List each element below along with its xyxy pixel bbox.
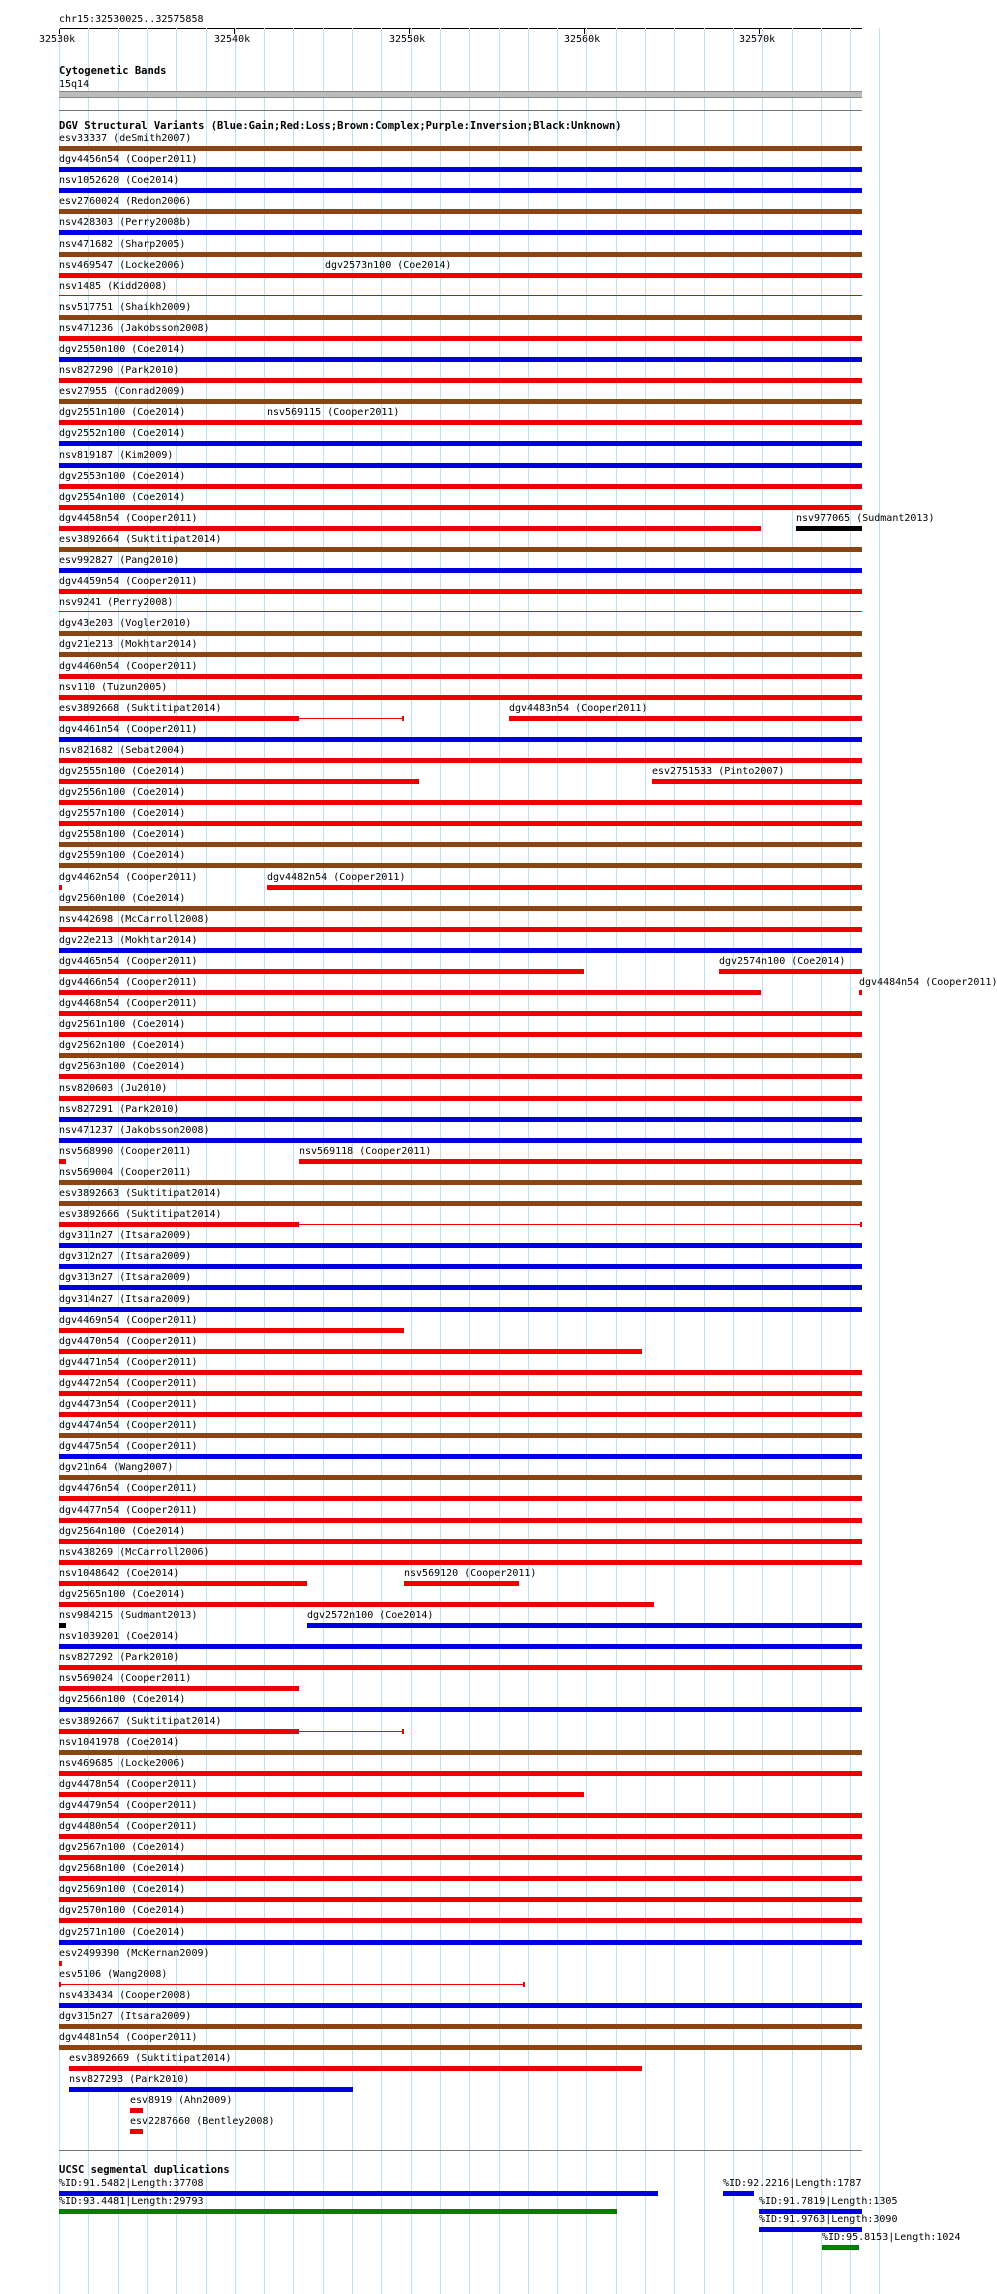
dgv-feature-label[interactable]: dgv4479n54 (Cooper2011): [59, 1799, 198, 1811]
dgv-feature-label[interactable]: dgv2570n100 (Coe2014): [59, 1905, 186, 1917]
dgv-feature-bar[interactable]: [59, 526, 761, 531]
dgv-feature-label[interactable]: esv992827 (Pang2010): [59, 555, 180, 566]
dgv-feature-label[interactable]: nsv821682 (Sebat2004): [59, 744, 186, 756]
segdup-feature-bar[interactable]: [822, 2245, 859, 2250]
dgv-feature-bar[interactable]: [69, 2087, 353, 2092]
dgv-feature-bar[interactable]: [59, 1961, 62, 1966]
dgv-feature-label[interactable]: dgv2564n100 (Coe2014): [59, 1525, 186, 1537]
dgv-feature-label[interactable]: esv2499390 (McKernan2009): [59, 1947, 210, 1959]
dgv-feature-label[interactable]: dgv21n64 (Wang2007): [59, 1462, 174, 1474]
dgv-feature-label[interactable]: dgv2567n100 (Coe2014): [59, 1842, 186, 1854]
dgv-feature-bar[interactable]: [59, 1876, 862, 1881]
dgv-feature-bar[interactable]: [59, 1264, 862, 1269]
dgv-feature-bar[interactable]: [59, 1307, 862, 1312]
dgv-feature-bar[interactable]: [59, 758, 862, 763]
dgv-feature-link: [61, 1984, 525, 1985]
dgv-feature-bar[interactable]: [59, 1813, 862, 1818]
dgv-feature-label[interactable]: dgv4460n54 (Cooper2011): [59, 660, 198, 672]
dgv-feature-label[interactable]: nsv1052620 (Coe2014): [59, 175, 180, 187]
dgv-feature-bar[interactable]: [325, 273, 862, 278]
dgv-feature-label[interactable]: nsv827292 (Park2010): [59, 1652, 180, 1664]
dgv-feature-bar[interactable]: [307, 1623, 862, 1628]
dgv-feature-bar[interactable]: [59, 1032, 862, 1037]
dgv-feature-label[interactable]: esv2287660 (Bentley2008): [130, 2116, 275, 2128]
dgv-feature-bar[interactable]: [59, 611, 862, 612]
dgv-feature-bar[interactable]: [59, 357, 862, 362]
dgv-feature-label[interactable]: nsv9241 (Perry2008): [59, 597, 174, 609]
dgv-feature-label[interactable]: dgv4459n54 (Cooper2011): [59, 576, 198, 588]
dgv-feature-label[interactable]: dgv2555n100 (Coe2014): [59, 766, 186, 777]
dgv-feature-bar[interactable]: [59, 336, 862, 341]
dgv-feature-label[interactable]: esv2760024 (Redon2006): [59, 196, 192, 208]
dgv-feature-label[interactable]: dgv4480n54 (Cooper2011): [59, 1821, 198, 1832]
dgv-feature-bar[interactable]: [59, 1518, 862, 1523]
track-separator: [59, 110, 862, 111]
dgv-feature-label[interactable]: dgv315n27 (Itsara2009): [59, 2010, 192, 2022]
dgv-feature-label[interactable]: nsv827291 (Park2010): [59, 1103, 180, 1115]
dgv-feature-bar[interactable]: [59, 1412, 862, 1417]
dgv-feature-label[interactable]: nsv433434 (Cooper2008): [59, 1989, 192, 2001]
dgv-feature-bar[interactable]: [59, 146, 862, 151]
dgv-feature-label[interactable]: dgv4469n54 (Cooper2011): [59, 1314, 198, 1326]
dgv-feature-label[interactable]: dgv4471n54 (Cooper2011): [59, 1356, 198, 1368]
dgv-feature-bar[interactable]: [130, 2129, 143, 2134]
dgv-feature-label[interactable]: dgv2566n100 (Coe2014): [59, 1694, 186, 1706]
dgv-feature-bar[interactable]: [59, 885, 62, 890]
dgv-feature-label[interactable]: dgv4468n54 (Cooper2011): [59, 998, 198, 1010]
dgv-feature-bar[interactable]: [59, 463, 862, 468]
dgv-feature-bar[interactable]: [69, 2066, 642, 2071]
dgv-feature-bar[interactable]: [404, 1581, 519, 1586]
segdup-feature-label[interactable]: %ID:91.5482|Length:37708: [59, 2178, 204, 2189]
dgv-feature-label[interactable]: dgv2559n100 (Coe2014): [59, 850, 186, 862]
dgv-feature-label[interactable]: dgv4470n54 (Cooper2011): [59, 1335, 198, 1347]
dgv-feature-link: [299, 718, 404, 719]
dgv-feature-bar[interactable]: [59, 1729, 299, 1734]
dgv-feature-label[interactable]: nsv1039201 (Coe2014): [59, 1631, 180, 1643]
dgv-feature-bar[interactable]: [59, 505, 862, 510]
dgv-feature-bar[interactable]: [59, 1623, 66, 1628]
dgv-feature-bar[interactable]: [59, 1138, 862, 1143]
dgv-feature-bar[interactable]: [59, 1159, 66, 1164]
dgv-feature-label[interactable]: nsv1048642 (Coe2014): [59, 1567, 180, 1579]
dgv-feature-bar[interactable]: [59, 821, 862, 826]
dgv-feature-label[interactable]: dgv2568n100 (Coe2014): [59, 1863, 186, 1875]
dgv-feature-label[interactable]: dgv311n27 (Itsara2009): [59, 1230, 192, 1242]
dgv-feature-label[interactable]: dgv4477n54 (Cooper2011): [59, 1504, 198, 1516]
dgv-feature-bar[interactable]: [59, 1180, 862, 1185]
dgv-feature-bar[interactable]: [59, 1539, 862, 1544]
dgv-feature-bar[interactable]: [859, 990, 862, 995]
dgv-feature-bar[interactable]: [59, 484, 862, 489]
dgv-feature-bar[interactable]: [59, 252, 862, 257]
dgv-feature-bar[interactable]: [59, 906, 862, 911]
dgv-feature-label[interactable]: nsv469685 (Locke2006): [59, 1757, 186, 1769]
dgv-feature-label[interactable]: dgv4481n54 (Cooper2011): [59, 2032, 198, 2043]
dgv-feature-label[interactable]: dgv21e213 (Mokhtar2014): [59, 639, 198, 651]
dgv-feature-link: [299, 1224, 862, 1225]
ruler: [59, 28, 862, 29]
dgv-feature-label[interactable]: esv3892663 (Suktitipat2014): [59, 1188, 222, 1199]
segdup-feature-label[interactable]: %ID:91.7819|Length:1305: [759, 2196, 898, 2207]
dgv-feature-bar[interactable]: [59, 779, 419, 784]
dgv-feature-cap: [860, 1222, 862, 1227]
dgv-feature-bar[interactable]: [59, 1328, 404, 1333]
tick-label: 32540k: [214, 34, 251, 45]
dgv-feature-label[interactable]: dgv2562n100 (Coe2014): [59, 1040, 186, 1052]
dgv-feature-label[interactable]: nsv819187 (Kim2009): [59, 449, 174, 461]
dgv-feature-label[interactable]: nsv569004 (Cooper2011): [59, 1166, 192, 1178]
dgv-feature-label[interactable]: esv3892666 (Suktitipat2014): [59, 1209, 222, 1221]
dgv-feature-bar[interactable]: [130, 2108, 143, 2113]
dgv-feature-bar[interactable]: [59, 589, 862, 594]
dgv-feature-label[interactable]: dgv2574n100 (Coe2014): [719, 955, 846, 967]
dgv-feature-bar[interactable]: [59, 1391, 862, 1396]
tick-label: 32530k: [39, 34, 76, 45]
dgv-feature-link: [299, 1731, 404, 1732]
dgv-feature-bar[interactable]: [267, 885, 862, 890]
dgv-feature-label[interactable]: nsv977065 (Sudmant2013): [796, 512, 935, 524]
dgv-feature-bar[interactable]: [59, 1707, 862, 1712]
dgv-feature-label[interactable]: dgv2565n100 (Coe2014): [59, 1588, 186, 1600]
dgv-feature-label[interactable]: dgv2571n100 (Coe2014): [59, 1926, 186, 1938]
dgv-feature-label[interactable]: esv5106 (Wang2008): [59, 1968, 168, 1980]
dgv-feature-label[interactable]: dgv313n27 (Itsara2009): [59, 1272, 192, 1284]
dgv-feature-label[interactable]: nsv442698 (McCarroll2008): [59, 913, 210, 925]
dgv-feature-bar[interactable]: [59, 695, 862, 700]
dgv-feature-label[interactable]: esv3892669 (Suktitipat2014): [69, 2053, 232, 2065]
dgv-feature-label[interactable]: nsv471682 (Sharp2005): [59, 238, 186, 250]
dgv-feature-label[interactable]: dgv2561n100 (Coe2014): [59, 1019, 186, 1031]
dgv-feature-bar[interactable]: [59, 1243, 862, 1248]
dgv-feature-label[interactable]: nsv569115 (Cooper2011): [267, 407, 400, 419]
dgv-feature-bar[interactable]: [59, 2045, 862, 2050]
dgv-feature-label[interactable]: dgv2569n100 (Coe2014): [59, 1884, 186, 1896]
dgv-feature-label[interactable]: dgv4484n54 (Cooper2011): [859, 977, 997, 988]
dgv-feature-bar[interactable]: [59, 1665, 862, 1670]
dgv-feature-label[interactable]: esv3892667 (Suktitipat2014): [59, 1715, 222, 1727]
dgv-feature-bar[interactable]: [59, 674, 862, 679]
dgv-feature-label[interactable]: nsv110 (Tuzun2005): [59, 681, 168, 693]
segdup-track-title: UCSC segmental duplications: [59, 2164, 230, 2176]
cytoband-track-title: Cytogenetic Bands: [59, 65, 167, 77]
dgv-feature-label[interactable]: nsv471237 (Jakobsson2008): [59, 1124, 210, 1136]
dgv-feature-label[interactable]: dgv2553n100 (Coe2014): [59, 470, 186, 482]
dgv-feature-bar[interactable]: [59, 315, 862, 320]
dgv-feature-bar[interactable]: [509, 716, 862, 721]
segdup-feature-bar[interactable]: [723, 2191, 754, 2196]
dgv-feature-label[interactable]: esv2751533 (Pinto2007): [652, 766, 785, 777]
dgv-feature-bar[interactable]: [59, 167, 862, 172]
dgv-feature-bar[interactable]: [59, 1074, 862, 1079]
dgv-feature-label[interactable]: dgv2551n100 (Coe2014): [59, 407, 186, 419]
dgv-feature-bar[interactable]: [59, 948, 862, 953]
segdup-feature-label[interactable]: %ID:91.9763|Length:3090: [759, 2214, 898, 2225]
dgv-feature-bar[interactable]: [59, 547, 862, 552]
dgv-feature-label[interactable]: nsv569120 (Cooper2011): [404, 1567, 537, 1579]
dgv-feature-label[interactable]: dgv4473n54 (Cooper2011): [59, 1399, 198, 1410]
dgv-feature-label[interactable]: dgv4465n54 (Cooper2011): [59, 955, 198, 967]
dgv-feature-bar[interactable]: [59, 1940, 862, 1945]
dgv-feature-bar[interactable]: [59, 1834, 862, 1839]
dgv-feature-label[interactable]: dgv2573n100 (Coe2014): [325, 259, 452, 271]
dgv-feature-label[interactable]: dgv2552n100 (Coe2014): [59, 428, 186, 440]
dgv-feature-label[interactable]: esv33337 (deSmith2007): [59, 133, 192, 144]
dgv-feature-bar[interactable]: [59, 969, 584, 974]
dgv-feature-bar[interactable]: [59, 1771, 862, 1776]
dgv-feature-bar[interactable]: [59, 842, 862, 847]
dgv-feature-bar[interactable]: [59, 1475, 862, 1480]
dgv-feature-label[interactable]: nsv820603 (Ju2010): [59, 1082, 168, 1094]
dgv-track-title: DGV Structural Variants (Blue:Gain;Red:Loss;Brown:Complex;Purple:Inversion;Black:Unknown): [59, 120, 622, 132]
dgv-feature-bar[interactable]: [59, 399, 862, 404]
dgv-feature-bar[interactable]: [59, 1897, 862, 1902]
dgv-feature-label[interactable]: esv27955 (Conrad2009): [59, 386, 186, 398]
dgv-feature-label[interactable]: nsv1041978 (Coe2014): [59, 1736, 180, 1748]
dgv-feature-bar[interactable]: [299, 1159, 862, 1164]
dgv-feature-label[interactable]: dgv4462n54 (Cooper2011): [59, 871, 198, 883]
dgv-feature-label[interactable]: dgv2554n100 (Coe2014): [59, 491, 186, 503]
dgv-feature-label[interactable]: nsv1485 (Kidd2008): [59, 280, 168, 292]
dgv-feature-bar[interactable]: [59, 1792, 584, 1797]
dgv-feature-label[interactable]: nsv569118 (Cooper2011): [299, 1145, 432, 1157]
dgv-feature-bar[interactable]: [59, 2003, 862, 2008]
dgv-feature-label[interactable]: nsv517751 (Shaikh2009): [59, 301, 192, 313]
dgv-feature-bar[interactable]: [59, 230, 862, 235]
grid-line: [264, 28, 265, 2294]
dgv-feature-bar[interactable]: [59, 1201, 862, 1206]
grid-line: [235, 28, 236, 2294]
tick-label: 32570k: [739, 34, 776, 45]
dgv-feature-label[interactable]: esv8919 (Ahn2009): [130, 2095, 233, 2107]
dgv-feature-bar[interactable]: [59, 863, 862, 868]
dgv-feature-label[interactable]: esv3892664 (Suktitipat2014): [59, 533, 222, 545]
dgv-feature-bar[interactable]: [267, 420, 862, 425]
dgv-feature-label[interactable]: dgv2558n100 (Coe2014): [59, 829, 186, 841]
dgv-feature-bar[interactable]: [59, 1855, 862, 1860]
dgv-feature-bar[interactable]: [59, 1686, 299, 1691]
grid-line: [293, 28, 294, 2294]
cytoband-label[interactable]: 15q14: [59, 79, 90, 90]
dgv-feature-label[interactable]: nsv569024 (Cooper2011): [59, 1673, 192, 1685]
dgv-feature-bar[interactable]: [59, 927, 862, 932]
grid-line: [879, 28, 880, 2294]
dgv-feature-bar[interactable]: [59, 1011, 862, 1016]
dgv-feature-label[interactable]: nsv469547 (Locke2006): [59, 259, 186, 271]
dgv-feature-label[interactable]: dgv43e203 (Vogler2010): [59, 618, 192, 630]
dgv-feature-label[interactable]: dgv312n27 (Itsara2009): [59, 1251, 192, 1263]
dgv-feature-label[interactable]: nsv438269 (McCarroll2006): [59, 1546, 210, 1558]
dgv-feature-label[interactable]: dgv22e213 (Mokhtar2014): [59, 934, 198, 946]
dgv-feature-label[interactable]: dgv4482n54 (Cooper2011): [267, 871, 406, 883]
dgv-feature-bar[interactable]: [59, 1433, 862, 1438]
dgv-feature-bar[interactable]: [59, 378, 862, 383]
segdup-feature-bar[interactable]: [59, 2209, 617, 2214]
dgv-feature-bar[interactable]: [59, 1096, 862, 1101]
dgv-feature-label[interactable]: nsv984215 (Sudmant2013): [59, 1610, 198, 1621]
dgv-feature-bar[interactable]: [59, 2024, 862, 2029]
dgv-feature-bar[interactable]: [59, 737, 862, 742]
dgv-feature-label[interactable]: dgv2572n100 (Coe2014): [307, 1610, 434, 1621]
dgv-feature-label[interactable]: nsv471236 (Jakobsson2008): [59, 322, 210, 334]
dgv-feature-bar[interactable]: [719, 969, 862, 974]
segdup-feature-label[interactable]: %ID:95.8153|Length:1024: [822, 2232, 961, 2243]
dgv-feature-label[interactable]: nsv827290 (Park2010): [59, 365, 180, 377]
dgv-feature-bar[interactable]: [59, 1053, 862, 1058]
dgv-feature-bar[interactable]: [652, 779, 862, 784]
tick-label: 32560k: [564, 34, 601, 45]
dgv-feature-bar[interactable]: [59, 1750, 862, 1755]
dgv-feature-label[interactable]: dgv314n27 (Itsara2009): [59, 1293, 192, 1305]
dgv-feature-bar[interactable]: [59, 1602, 654, 1607]
dgv-feature-bar[interactable]: [796, 526, 862, 531]
dgv-feature-bar[interactable]: [59, 1644, 862, 1649]
dgv-feature-bar[interactable]: [59, 1222, 299, 1227]
dgv-feature-bar[interactable]: [59, 295, 862, 296]
dgv-feature-label[interactable]: nsv827293 (Park2010): [69, 2074, 190, 2086]
dgv-feature-bar[interactable]: [59, 990, 761, 995]
dgv-feature-bar[interactable]: [59, 273, 330, 278]
cytoband-bar[interactable]: [59, 91, 862, 98]
dgv-feature-bar[interactable]: [59, 716, 299, 721]
dgv-feature-label[interactable]: dgv4456n54 (Cooper2011): [59, 154, 198, 166]
dgv-feature-label[interactable]: esv3892668 (Suktitipat2014): [59, 702, 222, 714]
dgv-feature-cap: [402, 716, 404, 721]
segdup-feature-label[interactable]: %ID:93.4481|Length:29793: [59, 2196, 204, 2207]
dgv-feature-bar[interactable]: [59, 1117, 862, 1122]
dgv-feature-label[interactable]: dgv2560n100 (Coe2014): [59, 892, 186, 904]
dgv-feature-bar[interactable]: [59, 209, 862, 214]
dgv-feature-label[interactable]: dgv4483n54 (Cooper2011): [509, 702, 648, 714]
dgv-feature-bar[interactable]: [59, 1285, 862, 1290]
dgv-feature-bar[interactable]: [59, 568, 862, 573]
dgv-feature-label[interactable]: dgv4474n54 (Cooper2011): [59, 1420, 198, 1432]
track-separator: [59, 2150, 862, 2151]
dgv-feature-bar[interactable]: [59, 188, 862, 193]
dgv-feature-label[interactable]: dgv4475n54 (Cooper2011): [59, 1441, 198, 1453]
dgv-feature-label[interactable]: dgv4466n54 (Cooper2011): [59, 977, 198, 988]
dgv-feature-bar[interactable]: [59, 1496, 862, 1501]
dgv-feature-bar[interactable]: [59, 1454, 862, 1459]
dgv-feature-label[interactable]: dgv4472n54 (Cooper2011): [59, 1377, 198, 1389]
dgv-feature-label[interactable]: dgv2550n100 (Coe2014): [59, 344, 186, 355]
dgv-feature-bar[interactable]: [59, 652, 862, 657]
dgv-feature-cap: [523, 1982, 525, 1987]
dgv-feature-label[interactable]: nsv568990 (Cooper2011): [59, 1145, 192, 1157]
tick-label: 32550k: [389, 34, 426, 45]
dgv-feature-label[interactable]: nsv428303 (Perry2008b): [59, 217, 192, 229]
dgv-feature-label[interactable]: dgv2556n100 (Coe2014): [59, 787, 186, 799]
dgv-feature-label[interactable]: dgv4461n54 (Cooper2011): [59, 723, 198, 735]
dgv-feature-bar[interactable]: [59, 441, 862, 446]
dgv-feature-bar[interactable]: [59, 800, 862, 805]
dgv-feature-label[interactable]: dgv2563n100 (Coe2014): [59, 1061, 186, 1073]
dgv-feature-label[interactable]: dgv4478n54 (Cooper2011): [59, 1778, 198, 1790]
dgv-feature-cap: [402, 1729, 404, 1734]
dgv-feature-bar[interactable]: [59, 1581, 307, 1586]
dgv-feature-label[interactable]: dgv2557n100 (Coe2014): [59, 808, 186, 820]
dgv-feature-bar[interactable]: [59, 1370, 862, 1375]
dgv-feature-bar[interactable]: [59, 1918, 862, 1923]
segdup-feature-label[interactable]: %ID:92.2216|Length:1787: [723, 2178, 862, 2189]
position-label: chr15:32530025..32575858: [59, 14, 204, 25]
dgv-feature-bar[interactable]: [59, 631, 862, 636]
dgv-feature-bar[interactable]: [59, 1560, 862, 1565]
dgv-feature-label[interactable]: dgv4458n54 (Cooper2011): [59, 512, 198, 524]
dgv-feature-label[interactable]: dgv4476n54 (Cooper2011): [59, 1483, 198, 1495]
dgv-feature-bar[interactable]: [59, 1349, 642, 1354]
